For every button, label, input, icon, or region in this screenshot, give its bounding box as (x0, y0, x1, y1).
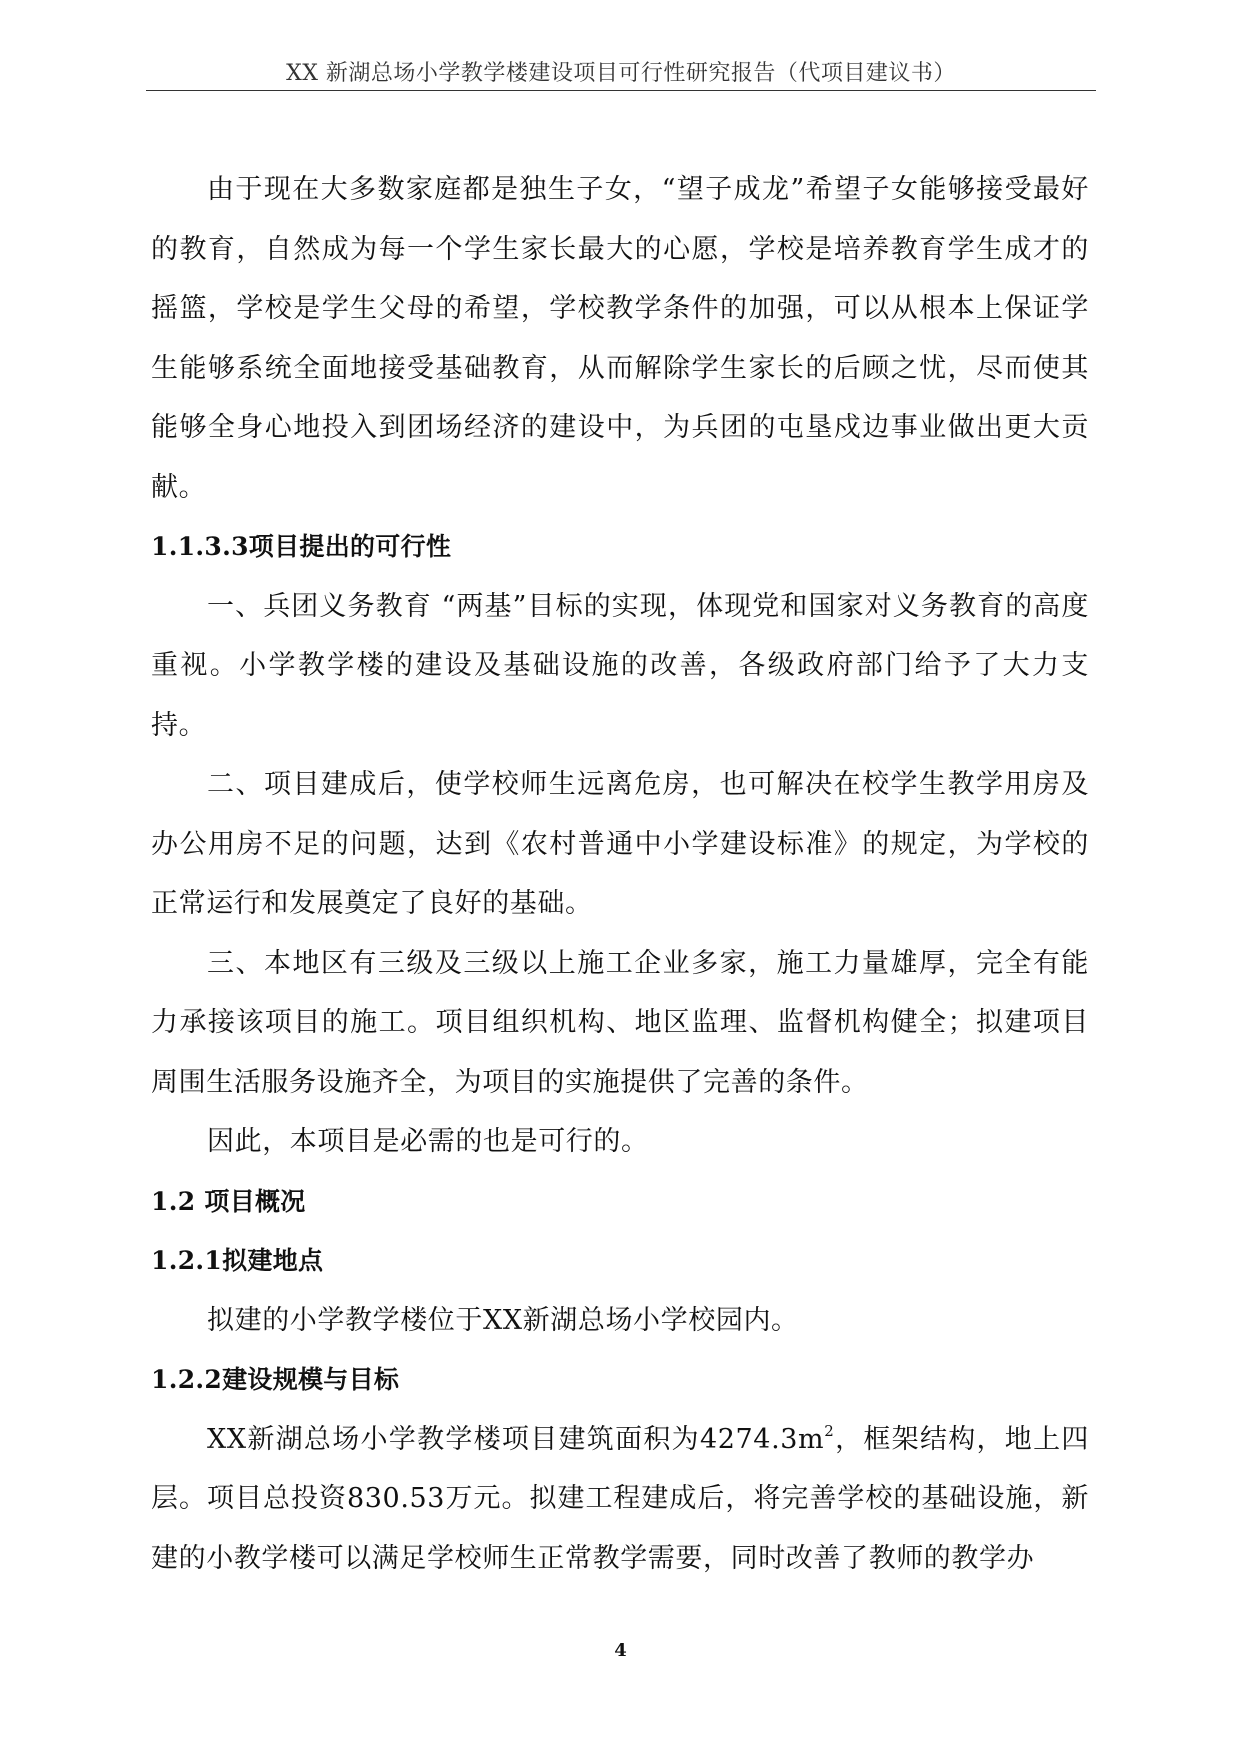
paragraph-feasibility-3: 三、本地区有三级及三级以上施工企业多家，施工力量雄厚，完全有能力承接该项目的施工。项目组织机构、地区监理、监督机构健全；拟建项目周围生活服务设施齐全，为项目的实施提供了完善的条件。 (151, 947, 1089, 1098)
paragraph-feasibility-1: 一、兵团义务教育 “两基”目标的实现，体现党和国家对义务教育的高度重视。小学教学楼的建设及基础设施的改善，各级政府部门给予了大力支持。 (151, 590, 1089, 741)
heading-1-1-3-3: 1.1.3.3项目提出的可行性 (151, 532, 452, 561)
header-rule (146, 90, 1096, 91)
paragraph-family-expectation: 由于现在大多数家庭都是独生子女，“望子成龙”希望子女能够接受最好的教育，自然成为每一个学生家长最大的心愿，学校是培养教育学生成才的摇篮，学校是学生父母的希望，学校教学条件的加强，可以从根本上保证学生能够系统全面地接受基础教育，从而解除学生家长的后顾之忧，尽而使其能够全身心地投入到团场经济的建设中，为兵团的屯垦戍边事业做出更大贡献。 (151, 174, 1089, 503)
page-number: 4 (614, 1640, 627, 1661)
paragraph-scale (151, 1410, 1089, 1589)
running-header: XX 新湖总场小学教学楼建设项目可行性研究报告（代项目建议书） (286, 61, 956, 86)
document-body (151, 160, 1089, 1588)
heading-1-2-1: 1.2.1拟建地点 (151, 1246, 324, 1275)
scale-text-after: ，框架结构，地上四层。项目总投资830.53万元。拟建工程建成后，将完善学校的基础设施，新建的小教学楼可以满足学校师生正常教学需要，同时改善了教师的教学办 (151, 1423, 1089, 1574)
heading-1-2: 1.2 项目概况 (151, 1186, 306, 1216)
area-superscript: 2 (824, 1421, 835, 1440)
paragraph-conclusion: 因此，本项目是必需的也是可行的。 (207, 1126, 649, 1157)
paragraph-feasibility-2: 二、项目建成后，使学校师生远离危房，也可解决在校学生教学用房及办公用房不足的问题，达到《农村普通中小学建设标准》的规定，为学校的正常运行和发展奠定了良好的基础。 (151, 769, 1089, 919)
paragraph-location: 拟建的小学教学楼位于XX新湖总场小学校园内。 (207, 1304, 799, 1336)
scale-text-before: XX新湖总场小学教学楼项目建筑面积为4274.3m (207, 1423, 825, 1455)
heading-1-2-2: 1.2.2建设规模与目标 (151, 1365, 400, 1394)
